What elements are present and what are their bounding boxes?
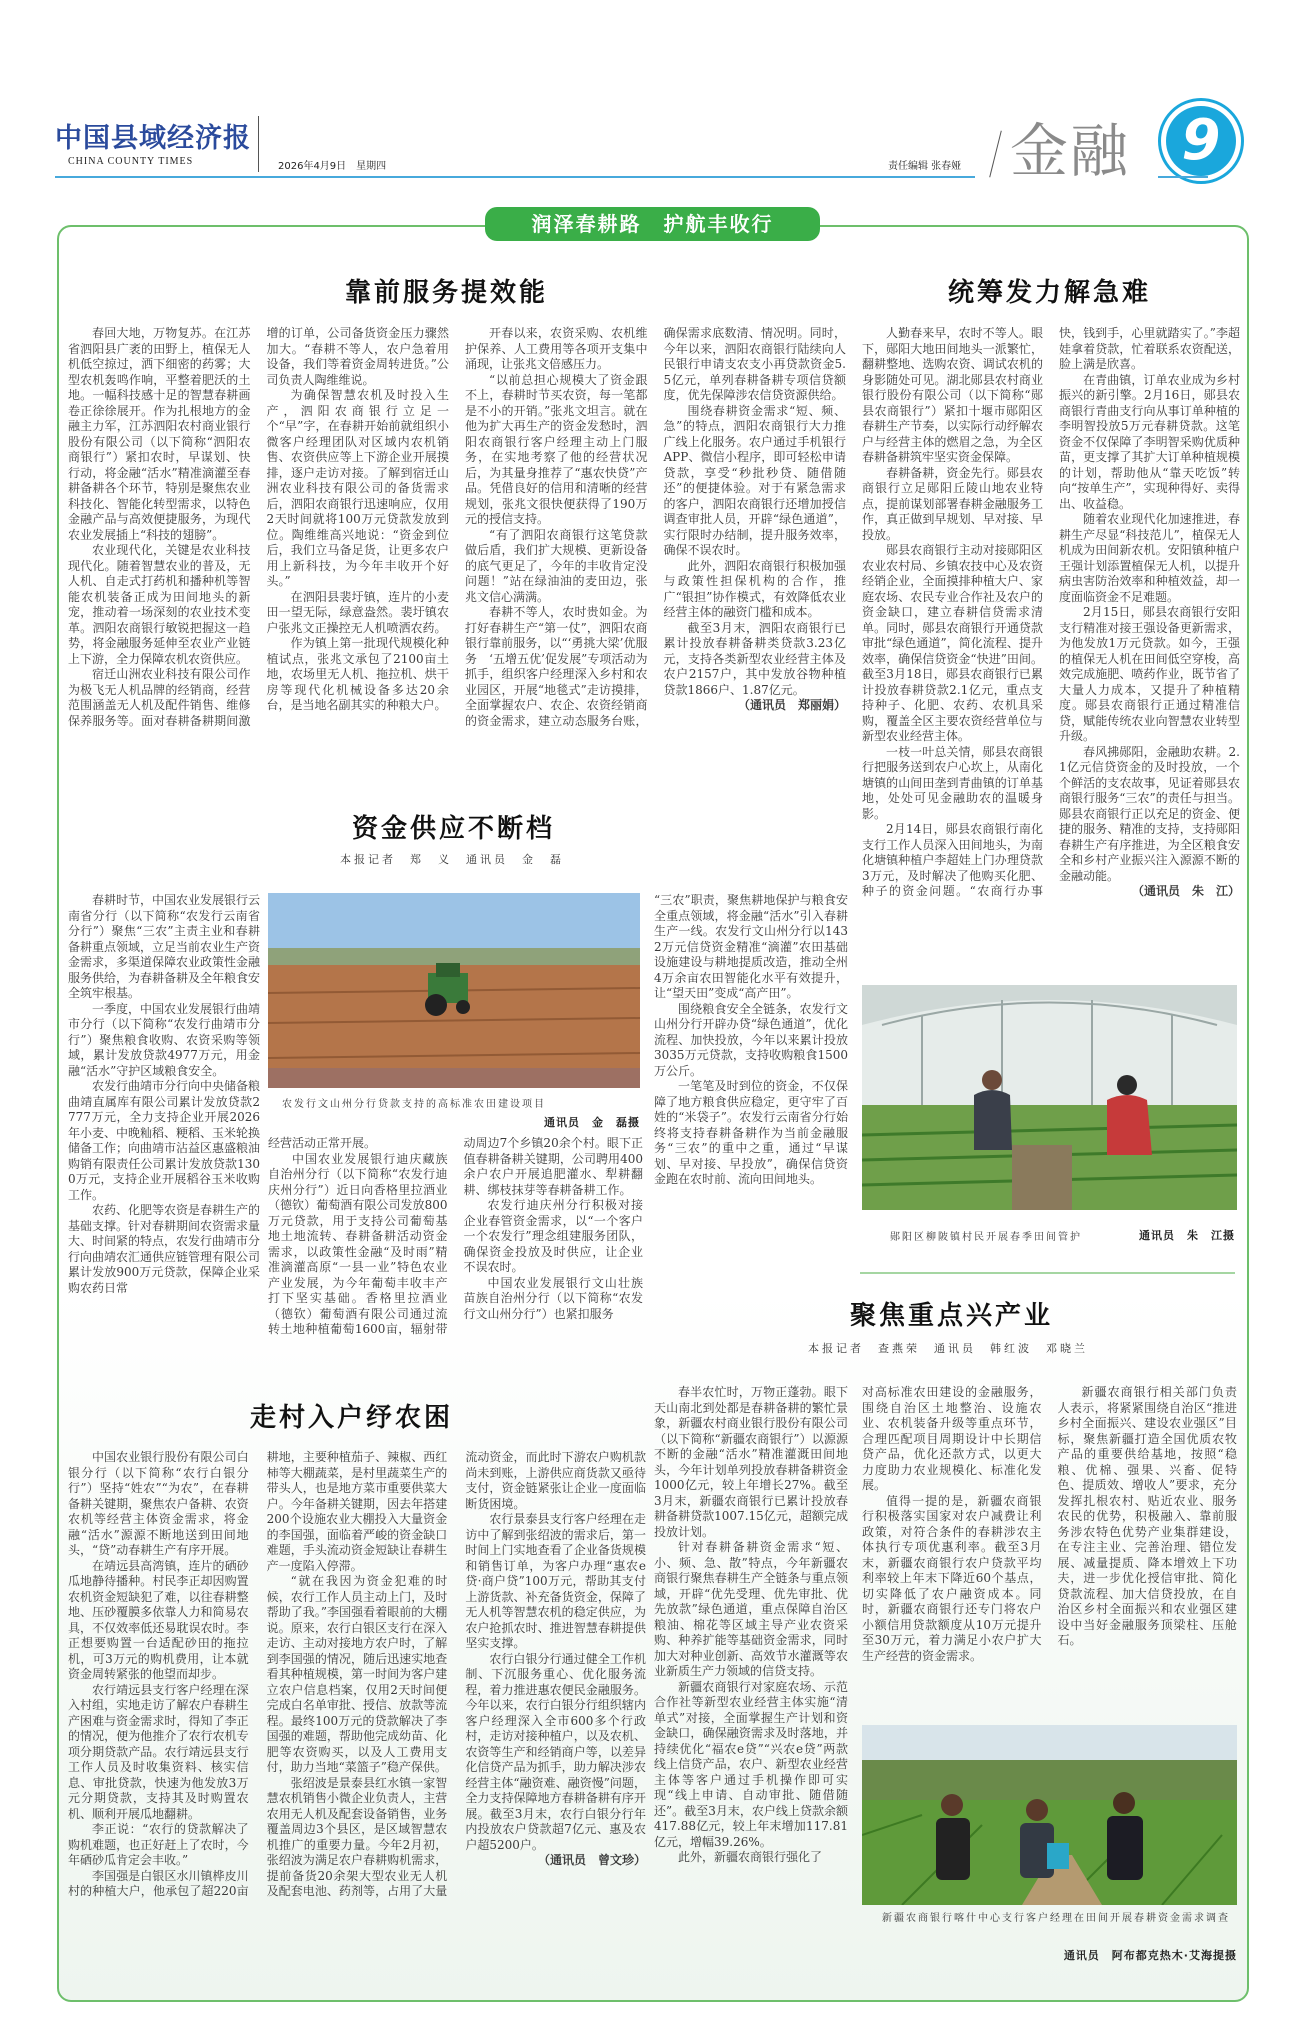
article3-byline: 本报记者 郑 义 通讯员 金 磊 bbox=[340, 853, 564, 866]
article3-right-column bbox=[654, 893, 848, 1188]
article3-middle-columns bbox=[268, 1136, 643, 1338]
page-number-rule bbox=[1158, 176, 1208, 178]
article1-title: 靠前服务提效能 bbox=[345, 278, 549, 308]
paragraph: 中国农业发展银行文山壮族苗族自治州分行（以下简称“农发行文山州分行”）也紧扣服务 bbox=[463, 1275, 643, 1321]
responsible-editor: 责任编辑 张春娅 bbox=[888, 161, 962, 172]
header-divider bbox=[258, 116, 259, 172]
article2-body bbox=[862, 326, 1240, 900]
paragraph: 农发行迪庆州分行积极对接企业春管资金需求，以“一个客户一个农发行”理念组建服务团队，确保资金投放及时供应，让企业不误农时。 bbox=[463, 1198, 643, 1274]
photo-bank-manager-field-survey bbox=[862, 1725, 1237, 1905]
page-number-badge bbox=[1158, 98, 1244, 184]
paragraph: 随着农业现代化加速推进，春耕生产尽显“科技范儿”，植保无人机成为田间新农机。安阳镇种植户王强计划添置植保无人机，以提升病虫害防治效率和种植效益，却一度面临资金不足难题。 bbox=[1059, 512, 1240, 604]
paragraph: “以前总担心规模大了资金跟不上，春耕时节买农资，每一笔都是不小的开销。”张兆文坦言。就在他为扩大再生产的资金发愁时，泗阳农商银行客户经理主动上门服务，在实地考察了他的经营状况后，为其量身推荐了“惠农快贷”产品。凭借良好的信用和清晰的经营规划，张兆文很快便获得了190万元的授信支持。 bbox=[465, 372, 648, 526]
paragraph: 开春以来，农资采购、农机维护保养、人工费用等各项开支集中涌现，让张兆文倍感压力。 bbox=[465, 326, 648, 371]
paragraph: 在泗阳县裴圩镇，连片的小麦田一望无际，绿意盎然。裴圩镇农户张兆文正操控无人机喷洒农药。 bbox=[266, 589, 449, 635]
paragraph: 中国农业发展银行迪庆藏族自治州分行（以下简称“农发行迪庆州分行”）近日向香格里拉酒业（德钦）葡萄酒有限公司发放800万元贷款，用于支持公司葡萄基地土地流转、春耕备耕活动资金需求，以政策性金融“及时雨”精准滴灌高原“一县一业”特色农业产业发展，为今年葡萄丰收丰产打下坚实基础。香格里拉酒业（德钦）葡萄酒有限公司通过流转土地种植葡萄1600亩，辐射带动周边7个乡镇20余个村。眼下正值春耕备耕关键期，公司聘用400余户农户开展追肥灌水、犁耕翻耕、绑枝抹芽等春耕备耕工作。 bbox=[268, 1136, 643, 1336]
photo-villagers-field-management bbox=[862, 985, 1237, 1210]
paragraph: 春耕不等人，农时贵如金。为打好春耕生产“第一仗”，泗阳农商银行靠前服务，以“‘勇挑大梁’优服务 ‘五增五优’促发展”专项活动为抓手，组织客户经理深入乡村和农业园区，开展“地毯式”走访摸排，全面掌握农户、农企、农资经销商的资金需求，建立动态服务台账，确保需求底数清、情况明。同时，今年以来，泗阳农商银行陆续向人民银行申请支农支小再贷款资金5.5亿元，单列春耕备耕专项信贷额度，优先保障涉农信贷资源供给。 bbox=[465, 326, 846, 728]
paragraph: 春半农忙时，万物正蓬勃。眼下天山南北到处都是春耕备耕的繁忙景象，新疆农村商业银行股份有限公司（以下简称“新疆农商银行”）以源源不断的金融“活水”精准灌溉田间地头，今年计划单列投放春耕备耕资金1000亿元，较上年增长27%。截至3月末，新疆农商银行已累计投放春耕备耕贷款1007.15亿元，超额完成投放计划。 bbox=[654, 1385, 848, 1539]
paragraph: 农业现代化，关键是农业科技现代化。随着智慧农业的普及，无人机、自走式打药机和播种机等智能农机装备正成为田间地头的新宠，推动着一场深刻的农业技术变革。泗阳农商银行敏锐把握这一趋势，将金融服务延伸至农业产业链上下游，全力保障农机农资供应。 bbox=[68, 543, 251, 666]
photo-credit: 通讯员 朱 江摄 bbox=[1139, 1229, 1235, 1242]
photo-caption: 新疆农商银行喀什中心支行客户经理在田间开展春耕资金需求调查 bbox=[882, 1913, 1230, 1924]
paragraph: 一笔笔及时到位的资金，不仅保障了地方粮食供应稳定，更守牢了百姓的“米袋子”。农发行云南省分行始终将支持春耕备耕作为当前金融服务“三农”的重中之重，通过“早谋划、早对接、早投放”，确保信贷资金跑在农时前、流向田间地头。 bbox=[654, 1079, 848, 1186]
paragraph: 新疆农商银行对家庭农场、示范合作社等新型农业经营主体实施“清单式”对接，全面掌握生产计划和资金缺口，确保融资需求及时落地，并持续优化“福农e贷”“兴农e贷”两款线上信贷产品，农户、新型农业经营主体等客户通过手机操作即可实现“线上申请、自动审批、随借随还”。截至3月末，农户线上贷款余额417.88亿元，较上年末增加117.81亿元，增幅39.26%。 bbox=[654, 1679, 848, 1849]
article3-column1 bbox=[68, 893, 260, 1296]
paragraph: 春风拂郧阳，金融助农耕。2.1亿元信贷资金的及时投放，一个个鲜活的支农故事，见证着郧县农商银行服务“三农”的责任与担当。郧县农商银行正以充足的资金、便捷的服务、精准的支持，支持郧阳春耕生产有序推进，为全区粮食安全和乡村产业振兴注入源源不断的金融动能。 bbox=[1059, 744, 1240, 883]
article4-column1 bbox=[654, 1385, 848, 1866]
paragraph: “就在我因为资金犯难的时候，农行工作人员主动上门，及时帮助了我。”李国强看着眼前的大棚说。原来，农行白银区支行在深入走访、主动对接地方农户时，了解到李国强的情况，随后迅速实地查看其种植规模，第一时间为客户建立农户信息档案，仅用2天时间便完成白名单审批、授信、放款等流程。最终100万元的贷款解决了李国强的难题，帮助他完成幼苗、化肥等农资购买，以及人工费用支付，助力当地“菜篮子”稳产保供。 bbox=[266, 1574, 448, 1774]
feature-banner: 润泽春耕路 护航丰收行 bbox=[485, 207, 820, 241]
paragraph: 农药、化肥等农资是春耕生产的基础支撑。针对春耕期间农资需求量大、时间紧的特点，农发行曲靖市分行向曲靖农汇通供应链管理有限公司累计发放900万元贷款，保障企业采购农药日常 bbox=[68, 1203, 261, 1295]
paragraph: 人勤春来早，农时不等人。眼下，郧阳大地田间地头一派繁忙，翻耕整地、选购农资、调试农机的身影随处可见。湖北郧县农村商业银行股份有限公司（以下简称“郧县农商银行”）紧扣十堰市郧阳区春耕生产节奏，以实际行动纾解农户与经营主体的燃眉之急，为全区春耕备耕筑牢坚实资金保障。 bbox=[862, 326, 1043, 464]
paragraph: 围绕粮食安全全链条，农发行文山州分行开辟办贷“绿色通道”，优化流程、加快投放，今年以来累计投放3035万元贷款，支持收购粮食1500万公斤。 bbox=[654, 1001, 848, 1078]
paragraph: 经营活动正常开展。 bbox=[268, 1136, 377, 1150]
photo-high-standard-farmland bbox=[268, 893, 640, 1088]
paragraph: 2月14日，郧县农商银行南化支行工作人员深入田间地头，为南化塘镇种植户李超娃上门办理贷款3万元，及时解决了他购买化肥、种子的资金问题。“农商行办事快，钱到手，心里就踏实了。”李超娃拿着贷款，忙着联系农资配送，脸上满是欣喜。 bbox=[862, 326, 1240, 898]
paragraph: 在青曲镇，订单农业成为乡村振兴的新引擎。2月16日，郧县农商银行青曲支行向从事订单种植的李明智投放5万元春耕贷款。这笔资金不仅保障了李明智采购优质种苗，更支撑了其扩大订单种植规模的计划，帮助他从“靠天吃饭”转向“按单生产”，实现种得好、卖得出、收益稳。 bbox=[1059, 372, 1240, 511]
article2-signoff: （通讯员 朱 江） bbox=[1131, 884, 1240, 898]
paragraph: 农行靖远县支行客户经理在深入村组，实地走访了解农户春耕生产困难与资金需求时，得知了李正的情况，便为他推介了农行农机专项分期贷款产品。农行靖远县支行工作人员及时收集资料、核实信息、审批贷款，快速为他发放3万元分期贷款，支持其及时购置农机、顺利开展瓜地翻耕。 bbox=[68, 1682, 249, 1821]
header-rule bbox=[55, 176, 975, 178]
photo-caption: 农发行文山州分行贷款支持的高标准农田建设项目 bbox=[282, 1099, 546, 1110]
section-slash bbox=[989, 131, 1002, 178]
paragraph: 为确保智慧农机及时投入生产，泗阳农商银行立足一个“早”字，在春耕开始前就组织小微客户经理团队对区域内农机销售、农资供应等上下游企业开展摸排，逐户走访对接。了解到宿迁山洲农业科技有限公司的备货需求后，泗阳农商银行迅速响应，仅用2天时间就将100万元贷款发放到位。陶维维高兴地说：“资金到位后，我们立马备足货，让更多农户用上新科技，为今年丰收开个好头。” bbox=[266, 388, 449, 588]
paragraph: 郧县农商银行主动对接郧阳区农业农村局、乡镇农技中心及农资经销企业，全面摸排种植大户、家庭农场、农民专业合作社及农户的资金缺口，建立春耕信贷需求清单。同时，郧县农商银行开通贷款审批“绿色通道”，简化流程、提升效率，确保信贷资金“快进”田间。截至3月18日，郧县农商银行已累计投放春耕贷款2.1亿元，重点支持种子、化肥、农药、农机具采购，覆盖全区主要农资经营单位与新型农业经营主体。 bbox=[862, 543, 1043, 743]
paragraph: 此外，新疆农商银行强化了 bbox=[678, 1850, 823, 1864]
photo-caption: 郧阳区柳陂镇村民开展春季田间管护 bbox=[890, 1232, 1082, 1243]
paragraph: 农行白银分行通过健全工作机制、下沉服务重心、优化服务流程，着力推进惠农便民金融服务。今年以来，农行白银分行组织辖内客户经理深入全市600多个行政村，走访对接种植户，以及农机、农资等生产和经销商户等，以差异化信贷产品为抓手，助力解决涉农经营主体“融资难、融资慢”问题，全力支持保障地方春耕备耕有序开展。截至3月末，农行白银分行年内投放农户贷款超7亿元、惠及农户超5200户。 bbox=[465, 1651, 646, 1852]
paragraph: 春耕时节，中国农业发展银行云南省分行（以下简称“农发行云南省分行”）聚焦“三农”主责主业和春耕备耕重点领域，立足当前农业生产资金需求，多渠道保障农业政策性金融服务供给，为春耕备耕及全年粮食安全筑牢根基。 bbox=[68, 893, 261, 1000]
photo-credit: 通讯员 金 磊摄 bbox=[544, 1116, 640, 1129]
page-number: 9 bbox=[1166, 106, 1236, 176]
section-divider bbox=[860, 1272, 1235, 1274]
paragraph: 围绕春耕资金需求“短、频、急”的特点，泗阳农商银行大力推广线上化服务。农户通过手机银行APP、微信小程序，即可轻松申请贷款，享受“秒批秒贷、随借随还”的便捷体验。对于有紧急需求的客户，泗阳农商银行还增加授信调查审批人员，开辟“绿色通道”，实行限时办结制，提升服务效率，确保不误农时。 bbox=[663, 403, 846, 557]
article4-title: 聚焦重点兴产业 bbox=[850, 1301, 1054, 1331]
article2-title: 统筹发力解急难 bbox=[948, 278, 1152, 308]
article5-body bbox=[68, 1450, 646, 1900]
paragraph: 在靖远县高湾镇，连片的硒砂瓜地静待播种。村民李正却因购置农机资金短缺犯了难，以往春耕整地、压砂覆膜多依靠人力和简易农具，不仅效率低还易耽误农时。李正想要购置一台适配砂田的拖拉机，可3万元的购机费用，让本就资金周转紧张的他望而却步。 bbox=[68, 1558, 249, 1681]
newspaper-logo: 中国县域经济报 bbox=[55, 123, 251, 154]
newspaper-name-english: CHINA COUNTY TIMES bbox=[68, 156, 194, 167]
photo-credit: 通讯员 阿布都克热木·艾海提摄 bbox=[1063, 1949, 1237, 1962]
paragraph: 2月15日，郧县农商银行安阳支行精准对接王强设备更新需求，为他发放1万元贷款。如今，王强的植保无人机在田间低空穿梭，高效完成施肥、喷药作业，既节省了大量人力成本，又提升了种植精度。郧县农商银行正通过精准信贷，赋能传统农业向智慧农业转型升级。 bbox=[1059, 605, 1240, 743]
paragraph: 农发行曲靖市分行向中央储备粮曲靖直属库有限公司累计发放贷款2777万元，全力支持企业开展2026年小麦、中晚籼稻、粳稻、玉米轮换储备工作；向曲靖市沾益区惠盛粮油购销有限责任公司累计发放贷款1300万元，支持企业开展稻谷玉米收购工作。 bbox=[68, 1079, 261, 1202]
paragraph: 春耕备耕，资金先行。郧县农商银行立足郧阳丘陵山地农业特点，提前谋划部署春耕金融服务工作，真正做到早规划、早对接、早投放。 bbox=[862, 465, 1043, 542]
article5-signoff: （通讯员 曾文珍） bbox=[537, 1853, 646, 1867]
paragraph: 针对春耕备耕资金需求“短、小、频、急、散”特点，今年新疆农商银行聚焦春耕生产全链条与重点领域，开辟“优先受理、优先审批、优先放款”绿色通道，重点保障自治区粮油、棉花等区域主导产业农资采购、种养扩能等基础资金需求，同时加大对种业创新、高效节水灌溉等农业新质生产力领域的信贷支持。 bbox=[654, 1540, 848, 1678]
paragraph: 李正说：“农行的贷款解决了购机难题，也正好赶上了农时，今年硒砂瓜肯定会丰收。” bbox=[68, 1822, 249, 1867]
article3-title: 资金供应不断档 bbox=[352, 814, 556, 844]
paragraph: 截至3月末，泗阳农商银行已累计投放春耕备耕类贷款3.23亿元，支持各类新型农业经营主体及农户2157户，其中发放谷物种植贷款1866户、1.87亿元。 bbox=[663, 620, 846, 697]
paragraph: 张绍波是景泰县红水镇一家智慧农机销售小微企业负责人，主营农用无人机及配套设备销售，业务覆盖周边3个县区，是区域智慧农机推广的重要力量。今年2月初，张绍波为满足农户春耕购机需求，提前备货20余架大型农业无人机及配套电池、药剂等，占用了大量流动资金，而此时下游农户购机款尚未到账，上游供应商货款又亟待支付，资金链紧张让企业一度面临断货困境。 bbox=[266, 1450, 646, 1898]
section-title: 金融 bbox=[1010, 117, 1131, 185]
paragraph: 对高标准农田建设的金融服务，围绕自治区土地整治、设施农业、农机装备升级等重点环节，合理匹配项目周期设计中长期信贷产品，优化还款方式，以更大力度助力农业规模化、标准化发展。 bbox=[862, 1385, 1042, 1492]
paragraph: “三农”职责，聚焦耕地保护与粮食安全重点领域，将金融“活水”引入春耕生产一线。农发行文山州分行以1432万元信贷资金精准“滴灌”农田基础设施建设与耕地提质改造，推动全州4万余亩农田智能化水平有效提升，让“望天田”变成“高产田”。 bbox=[654, 893, 848, 1000]
paragraph: 作为镇上第一批现代规模化种植试点，张兆文承包了2100亩土地，农场里无人机、拖拉机、烘干房等现代化机械设备多达20余台，是当地名副其实的种粮大户。 bbox=[266, 636, 449, 712]
paragraph: 春回大地，万物复苏。在江苏省泗阳县广袤的田野上，植保无人机低空掠过，洒下细密的药雾；大型农机轰鸣作响，平整着肥沃的土地。一幅科技感十足的智慧春耕画卷正徐徐展开。作为扎根地方的金融主力军，江苏泗阳农村商业银行股份有限公司（以下简称“泗阳农商银行”）紧扣农时，早谋划、快行动，将金融“活水”精准滴灌至春耕备耕各个环节，特别是聚焦农业科技化、智能化转型需求，以特色金融产品与高效便捷服务，为现代农业发展插上“科技的翅膀”。 bbox=[68, 326, 251, 542]
paragraph: 李国强是白银区水川镇桦皮川村的种植大户，他承包了超220亩耕地，主要种植茄子、辣椒、西红柿等大棚蔬菜，是村里蔬菜生产的带头人，也是地方菜市重要供菜大户。今年备耕关键期，因去年搭建200个设施农业大棚投入大量资金的李国强，面临着严峻的资金缺口难题，手头流动资金短缺让春耕生产一度陷入停滞。 bbox=[68, 1450, 448, 1898]
paragraph: 宿迁山洲农业科技有限公司作为极飞无人机品牌的经销商，经营范围涵盖无人机及配件销售、维修保养服务等。面对春耕备耕期间激增的订单，公司备货资金压力骤然加大。“春耕不等人，农户急着用设备，我们等着资金周转进货。”公司负责人陶维维说。 bbox=[68, 326, 449, 728]
article4-right-columns bbox=[862, 1385, 1237, 1664]
paragraph: 一枝一叶总关情，郧县农商银行把服务送到农户心坎上，从南化塘镇的山间田垄到青曲镇的订单基地，处处可见金融助农的温暖身影。 bbox=[862, 744, 1043, 821]
paragraph: 中国农业银行股份有限公司白银分行（以下简称“农行白银分行”）坚持“姓农”“为农”，在春耕备耕关键期，聚焦农户备耕、农资农机等经营主体资金需求，将金融“活水”源源不断地送到田间地头，“贷”动春耕生产有序开展。 bbox=[68, 1450, 249, 1557]
article5-title: 走村入户纾农困 bbox=[250, 1403, 454, 1433]
paragraph: 值得一提的是，新疆农商银行积极落实国家对农户减费让利政策，对符合条件的春耕涉农主体执行专项优惠利率。截至3月末，新疆农商银行农户贷款平均利率较上年末下降近60个基点，切实降低了农户融资成本。同时，新疆农商银行还专门将农户小额信用贷款额度从10万元提升至30万元，着力满足小农户扩大生产经营的资金需求。 bbox=[862, 1493, 1042, 1663]
article1-body bbox=[68, 326, 846, 729]
paragraph: 新疆农商银行相关部门负责人表示，将紧紧围绕自治区“推进乡村全面振兴、建设农业强区”目标，聚焦新疆打造全国优质农牧产品的重要供给基地，按照“稳粮、优棉、强果、兴畜、促特色、提质效、增收人”要求，充分发挥扎根农村、贴近农业、服务农民的优势，积极融入、靠前服务涉农特色优势产业集群建设，在专注主业、完善治理、错位发展、减量提质、降本增效上下功夫，进一步优化授信审批、简化贷款流程、加大信贷投放，在自治区乡村全面振兴和农业强区建设中当好金融服务顶梁柱、压舱石。 bbox=[1057, 1385, 1237, 1647]
paragraph: 一季度，中国农业发展银行曲靖市分行（以下简称“农发行曲靖市分行”）聚焦粮食收购、农资采购等领域，累计发放贷款4977万元，用金融“活水”守护区域粮食安全。 bbox=[68, 1001, 261, 1078]
article4-byline: 本报记者 查燕荣 通讯员 韩红波 邓晓兰 bbox=[808, 1342, 1088, 1355]
paragraph: 农行景泰县支行客户经理在走访中了解到张绍波的需求后，第一时间上门实地查看了企业备货规模和销售订单，为客户办理“惠农e贷·商户贷”100万元，帮助其支付上游货款、补充备货资金，保障了无人机等智慧农机的稳定供应，为农户抢抓农时、推进智慧春耕提供坚实支撑。 bbox=[465, 1512, 646, 1650]
article1-signoff: （通讯员 郑丽娟） bbox=[737, 698, 846, 712]
issue-date: 2026年4月9日 星期四 bbox=[278, 161, 387, 172]
paragraph: “有了泗阳农商银行这笔贷款做后盾，我们扩大规模、更新设备的底气更足了，今年的丰收肯定没问题！”站在绿油油的麦田边，张兆文信心满满。 bbox=[465, 527, 648, 604]
paragraph: 此外，泗阳农商银行积极加强与政策性担保机构的合作，推广“银担”协作模式，有效降低农业经营主体的融资门槛和成本。 bbox=[663, 558, 846, 619]
